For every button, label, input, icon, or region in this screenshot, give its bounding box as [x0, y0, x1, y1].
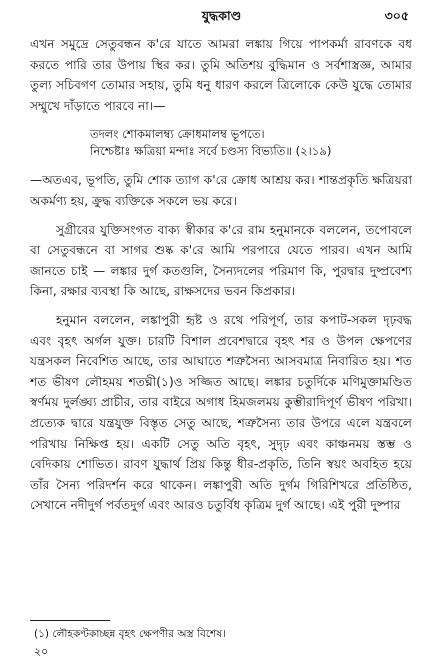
page-body	[30, 34, 412, 516]
verse-line: নিশ্চেষ্টাঃ ক্ষত্রিয়া মন্দাঃ সর্বে চণ্ডস্য বিভ্যতি॥ (২।১৯)	[90, 144, 332, 159]
paragraph: —অতএব, ভূপতি, তুমি শোক ত্যাগ ক'রে ক্রোধ আশ্রয় কর। শান্তপ্রকৃতি ক্ষত্রিয়রা অকর্মণ্য হয়, ক্রুদ্ধ ব্যক্তিকে সকলে ভয় করে।	[30, 173, 412, 208]
page-header	[34, 8, 409, 28]
paragraph: এখন সমুদ্রে সেতুবন্ধন ক'রে যাতে আমরা লঙ্কায় গিয়ে পাপকর্মা রাবণকে বধ করতে পারি তার উপায় স্থির কর। তুমি অতিশয় বুদ্ধিমান ও সর্বশাস্ত্রজ্ঞ, আমার তুল্য সচিবগণ তোমার সহায়, তুমি ধনু ধারণ করলে ত্রিলোকে কেউ যুদ্ধে তোমার সম্মুখে দাঁড়াতে পারবে না।—	[30, 37, 412, 113]
verse-line: তদলং শোকমালম্ব্য ক্রোধমালম্ব ভূপতে।	[90, 127, 265, 142]
paragraph: সুগ্রীবের যুক্তিসংগত বাক্য স্বীকার ক'রে রাম হনুমানকে বললেন, তপোবলে বা সেতুবন্ধনে বা সাগর শুষ্ক ক'রে আমি পরপারে যেতে পারব। এখন আমি জানতে চাই — লঙ্কার দুর্গ কতগুলি, সৈন্যদলের পরিমাণ কি, পুরদ্বার দুষ্প্রবেশ্য কিনা, রক্ষার ব্যবস্থা কি আছে, রাক্ষসদের ভবন কিপ্রকার।	[30, 222, 412, 299]
paragraph: হনুমান বললেন, লঙ্কাপুরী হৃষ্ট ও রথে পরিপূর্ণ, তার কপাট-সকল দৃঢ়বদ্ধ এবং বৃহৎ অর্গল যুক্ত। চারটি বিশাল প্রবেশদ্বারে বৃহৎ শর ও উপল ক্ষেপণের যন্ত্রসকল নিবেশিত আছে, তার আঘাতে শত্রুসৈন্য আসবমাত্র নিবারিত হয়। শত শত ভীষণ লৌহময় শতঘ্নী(১)ও সজ্জিত আছে। লঙ্কার চতুর্দিকে মণিমুক্তামণ্ডিত স্বর্ণময় দুর্লঙ্ঘ্য প্রাচীর, তার বাইরে অগাধ হিমজলময় কুম্ভীরাদিপূর্ণ ভীষণ পরিখা। প্রত্যেক দ্বারে যন্ত্রযুক্ত বিস্তৃত সেতু আছে, শত্রুসৈন্য তার উপরে এলে যন্ত্রবলে পরিখায় নিক্ষিপ্ত হয়। একটি সেতু অতি বৃহৎ, সুদৃঢ় এবং কাঞ্চনময় স্তম্ভ ও বেদিকায় শোভিত। রাবণ যুদ্ধার্থ প্রিয় কিন্তু ধীর-প্রকৃতি, তিনি স্বয়ং অবহিত হয়ে তাঁর সৈন্য পরিদর্শন করে থাকেন। লঙ্কাপুরী অতি দুর্গম গিরিশিখরে প্রতিষ্ঠিত, সেখানে নদীদুর্গ পর্বতদুর্গ এবং আরও চতুর্বিধ কৃত্রিম দুর্গ আছে। এই পুরী দুষ্পার	[30, 312, 412, 513]
page-number: ৩০৫	[384, 8, 409, 23]
chapter-title: যুদ্ধকাণ্ড	[201, 8, 242, 23]
footnote: (১) লৌহকণ্টকাচ্ছন্ন বৃহৎ ক্ষেপণীর অস্ত্র বিশেষ।	[34, 628, 226, 640]
signature-mark: ২০	[34, 645, 49, 658]
sanskrit-verse	[90, 126, 412, 160]
footnote-rule	[30, 620, 110, 621]
